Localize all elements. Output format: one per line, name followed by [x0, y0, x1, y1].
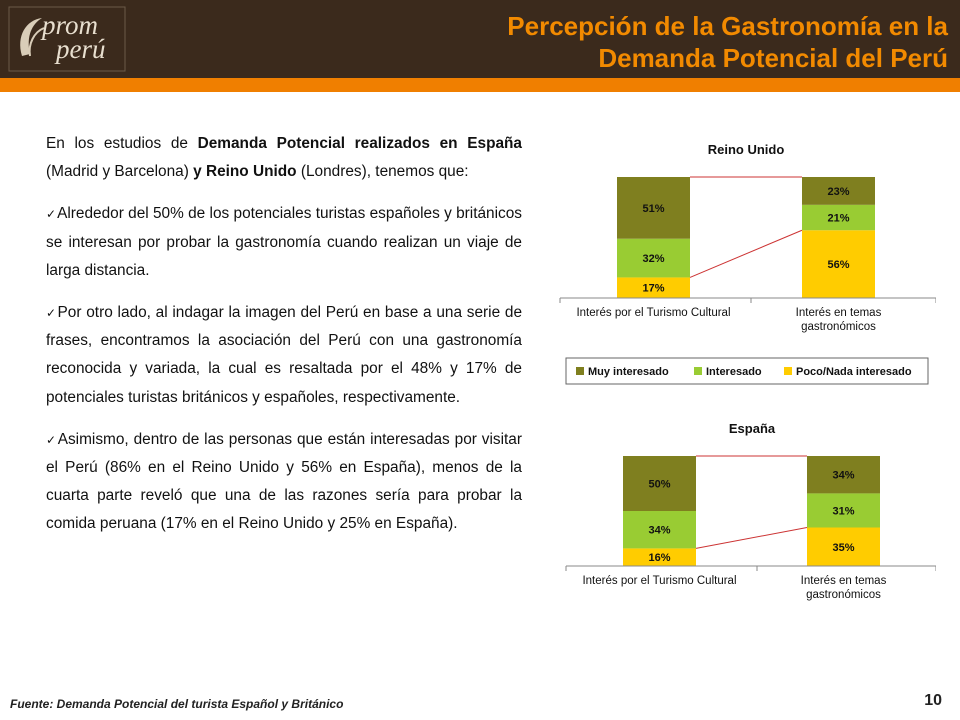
category-label: Interés en temas [795, 307, 882, 319]
chart-title: España [728, 421, 776, 436]
page-number: 10 [924, 692, 942, 709]
legend-label: Muy interesado [588, 366, 669, 378]
legend-swatch [576, 367, 584, 375]
title-line-2: Demanda Potencial del Perú [598, 43, 948, 73]
bullet-text-3: Asimismo, dentro de las personas que están interesadas por visitar el Perú (86% en el Reino Unido y 56% en España), menos de la cuarta parte reveló que una de las razones sería para probar la comida peruana (17% en el Reino Unido y 25% en España). [46, 430, 522, 533]
bullet-paragraph-1 [46, 200, 522, 285]
source-note: Fuente: Demanda Potencial del turista Español y Británico [10, 697, 344, 711]
data-label: 50% [648, 478, 671, 491]
bullet-text-1: Alrededor del 50% de los potenciales turistas españoles y británicos se interesan por probar la gastronomía cuando realizan un viaje de larga distancia. [46, 205, 522, 279]
connector-line [690, 230, 802, 277]
data-label: 16% [648, 552, 671, 565]
intro-bold-1: Demanda Potencial realizados en España [197, 135, 522, 152]
data-label: 34% [832, 469, 855, 482]
body-text [46, 130, 522, 539]
logo-text-prom: prom [42, 10, 99, 40]
logo-text-peru: perú [56, 34, 106, 64]
category-label: Interés por el Turismo Cultural [576, 307, 731, 319]
data-label: 17% [642, 282, 665, 295]
title-line-1: Percepción de la Gastronomía en la [507, 11, 948, 41]
intro-paragraph [46, 130, 522, 186]
chart-title: Reino Unido [707, 142, 785, 157]
chart-espana [556, 412, 936, 617]
data-label: 21% [827, 212, 850, 225]
page-title [348, 10, 948, 74]
category-label: Interés por el Turismo Cultural [582, 575, 737, 587]
data-label: 34% [648, 524, 671, 537]
category-label: gastronómicos [806, 589, 881, 601]
data-label: 31% [832, 505, 855, 518]
legend-label: Poco/Nada interesado [796, 366, 912, 378]
intro-bold-2: y Reino Unido [193, 163, 297, 181]
chart-reino-unido [556, 132, 936, 397]
legend-label: Interesado [706, 366, 762, 378]
bullet-paragraph-2 [46, 299, 522, 412]
accent-bar [0, 78, 960, 92]
connector-line [696, 528, 807, 549]
intro-text-1: En los estudios de [46, 135, 198, 152]
data-label: 51% [642, 202, 665, 215]
chart-espana-svg [556, 412, 936, 612]
category-label: gastronómicos [801, 321, 876, 333]
legend-swatch [694, 367, 702, 375]
data-label: 56% [827, 259, 850, 272]
bullet-paragraph-3 [46, 426, 522, 539]
checkmark-icon: ✓ [46, 207, 57, 222]
checkmark-icon: ✓ [46, 306, 57, 321]
category-label: Interés en temas [800, 575, 887, 587]
chart-reino-unido-svg [556, 132, 936, 392]
promperu-logo [8, 6, 126, 72]
checkmark-icon: ✓ [46, 432, 57, 447]
intro-text-3: (Londres), tenemos que: [296, 163, 469, 181]
data-label: 35% [832, 541, 855, 554]
intro-text-2: (Madrid y Barcelona) [46, 163, 194, 181]
data-label: 32% [642, 253, 665, 266]
bullet-text-2: Por otro lado, al indagar la imagen del Perú en base a una serie de frases, encontramos la asociación del Perú con una gastronomía reconocida y variada, la cual es resaltada por el 48% y 17% de potenciales turistas británicos y españoles, respectivamente. [46, 304, 522, 406]
data-label: 23% [827, 185, 850, 198]
legend-swatch [784, 367, 792, 375]
